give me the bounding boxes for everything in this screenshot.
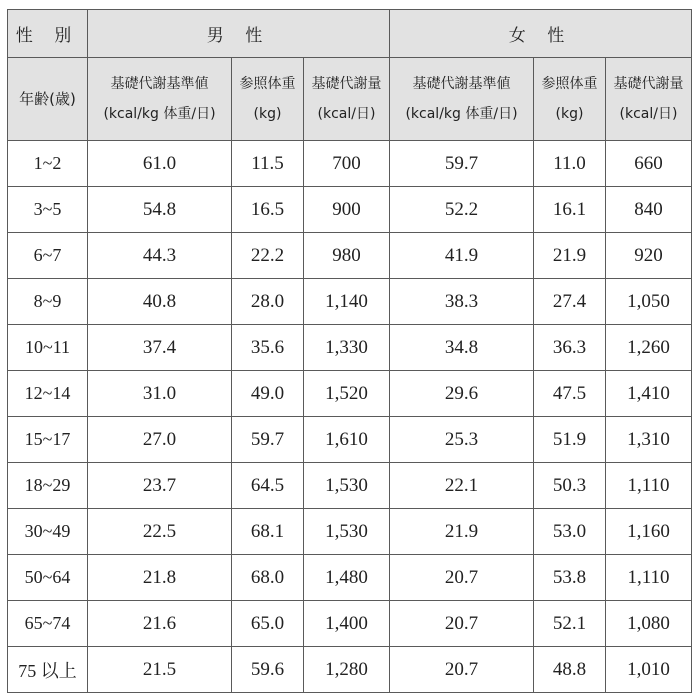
column-header-line2: (kg) [555,106,584,122]
age-cell: 18~29 [8,463,88,509]
column-header-line2: (kcal/日) [619,106,678,122]
column-header-line2: (kg) [253,106,282,122]
table-row [8,647,692,693]
male-reference-weight-cell: 68.0 [232,555,304,601]
column-header-line2: (kcal/kg 体重/日) [405,106,518,122]
female-bmr-standard-cell: 20.7 [390,647,534,693]
female-reference-weight-cell: 48.8 [534,647,606,693]
table-row [8,371,692,417]
female-bmr-cell: 1,310 [606,417,692,463]
male-bmr-standard-cell: 21.6 [88,601,232,647]
age-cell: 15~17 [8,417,88,463]
female-reference-weight-cell: 27.4 [534,279,606,325]
male-reference-weight-cell: 35.6 [232,325,304,371]
male-reference-weight-cell: 59.7 [232,417,304,463]
table-row [8,601,692,647]
male-bmr-standard-cell: 61.0 [88,141,232,187]
male-reference-weight-cell: 64.5 [232,463,304,509]
table-row [8,279,692,325]
age-cell: 50~64 [8,555,88,601]
age-cell: 3~5 [8,187,88,233]
female-bmr-standard-cell: 20.7 [390,555,534,601]
female-reference-weight-cell: 47.5 [534,371,606,417]
table-row [8,141,692,187]
male-reference-weight-cell: 28.0 [232,279,304,325]
column-header-line1: 基礎代謝基準値 [412,76,511,92]
female-reference-weight-cell: 53.0 [534,509,606,555]
age-cell: 1~2 [8,141,88,187]
female-bmr-cell: 920 [606,233,692,279]
age-cell: 8~9 [8,279,88,325]
male-reference-weight-cell: 68.1 [232,509,304,555]
column-header-line1: 基礎代謝基準値 [110,76,209,92]
male-bmr-cell: 1,530 [304,463,390,509]
female-bmr-cell: 660 [606,141,692,187]
male-reference-weight-cell: 59.6 [232,647,304,693]
age-header: 年齢(歳) [8,58,88,141]
male-bmr-cell: 1,400 [304,601,390,647]
male-bmr-cell: 1,520 [304,371,390,417]
male-reference-weight-cell: 16.5 [232,187,304,233]
age-cell: 6~7 [8,233,88,279]
female-bmr-cell: 1,080 [606,601,692,647]
female-bmr-standard-cell: 38.3 [390,279,534,325]
basal-metabolism-table [7,9,692,693]
male-bmr-standard-cell: 31.0 [88,371,232,417]
table-row [8,187,692,233]
male-bmr-cell: 1,480 [304,555,390,601]
male-bmr-standard-cell: 44.3 [88,233,232,279]
table-row [8,509,692,555]
column-header [534,58,606,141]
column-header [304,58,390,141]
column-header [88,58,232,141]
male-bmr-standard-cell: 23.7 [88,463,232,509]
column-header-line1: 参照体重 [239,76,296,92]
sex-header: 性 別 [8,10,88,58]
male-bmr-standard-cell: 21.8 [88,555,232,601]
male-bmr-cell: 900 [304,187,390,233]
male-bmr-cell: 1,330 [304,325,390,371]
age-cell: 65~74 [8,601,88,647]
column-header-line1: 基礎代謝量 [311,76,382,92]
column-header-line2: (kcal/kg 体重/日) [103,106,216,122]
female-reference-weight-cell: 53.8 [534,555,606,601]
age-cell: 75 以上 [8,647,88,693]
female-bmr-standard-cell: 52.2 [390,187,534,233]
male-bmr-standard-cell: 37.4 [88,325,232,371]
female-reference-weight-cell: 36.3 [534,325,606,371]
table-row [8,233,692,279]
female-bmr-cell: 1,410 [606,371,692,417]
male-bmr-cell: 1,610 [304,417,390,463]
male-bmr-cell: 1,280 [304,647,390,693]
male-reference-weight-cell: 65.0 [232,601,304,647]
female-reference-weight-cell: 21.9 [534,233,606,279]
female-bmr-cell: 1,110 [606,555,692,601]
column-header [232,58,304,141]
female-bmr-cell: 840 [606,187,692,233]
male-bmr-standard-cell: 54.8 [88,187,232,233]
female-reference-weight-cell: 52.1 [534,601,606,647]
age-cell: 12~14 [8,371,88,417]
female-bmr-standard-cell: 59.7 [390,141,534,187]
female-bmr-standard-cell: 34.8 [390,325,534,371]
female-bmr-cell: 1,050 [606,279,692,325]
female-reference-weight-cell: 11.0 [534,141,606,187]
female-bmr-standard-cell: 41.9 [390,233,534,279]
male-header: 男 性 [88,10,390,58]
column-header-line1: 基礎代謝量 [613,76,684,92]
female-bmr-cell: 1,160 [606,509,692,555]
male-bmr-cell: 700 [304,141,390,187]
table-row [8,555,692,601]
female-bmr-cell: 1,110 [606,463,692,509]
male-bmr-standard-cell: 40.8 [88,279,232,325]
male-bmr-cell: 980 [304,233,390,279]
table-container [7,9,689,695]
female-bmr-standard-cell: 22.1 [390,463,534,509]
column-header [606,58,692,141]
female-bmr-cell: 1,260 [606,325,692,371]
age-cell: 10~11 [8,325,88,371]
male-bmr-standard-cell: 21.5 [88,647,232,693]
table-body [8,141,692,693]
female-reference-weight-cell: 51.9 [534,417,606,463]
table-row [8,417,692,463]
male-reference-weight-cell: 22.2 [232,233,304,279]
female-reference-weight-cell: 16.1 [534,187,606,233]
male-bmr-cell: 1,140 [304,279,390,325]
age-cell: 30~49 [8,509,88,555]
female-bmr-standard-cell: 25.3 [390,417,534,463]
male-reference-weight-cell: 11.5 [232,141,304,187]
male-bmr-cell: 1,530 [304,509,390,555]
female-bmr-standard-cell: 21.9 [390,509,534,555]
female-header: 女 性 [390,10,692,58]
column-header [390,58,534,141]
male-bmr-standard-cell: 22.5 [88,509,232,555]
table-row [8,325,692,371]
column-header-line2: (kcal/日) [317,106,376,122]
table-row [8,463,692,509]
male-reference-weight-cell: 49.0 [232,371,304,417]
female-bmr-standard-cell: 29.6 [390,371,534,417]
male-bmr-standard-cell: 27.0 [88,417,232,463]
female-reference-weight-cell: 50.3 [534,463,606,509]
female-bmr-standard-cell: 20.7 [390,601,534,647]
female-bmr-cell: 1,010 [606,647,692,693]
column-header-line1: 参照体重 [541,76,598,92]
